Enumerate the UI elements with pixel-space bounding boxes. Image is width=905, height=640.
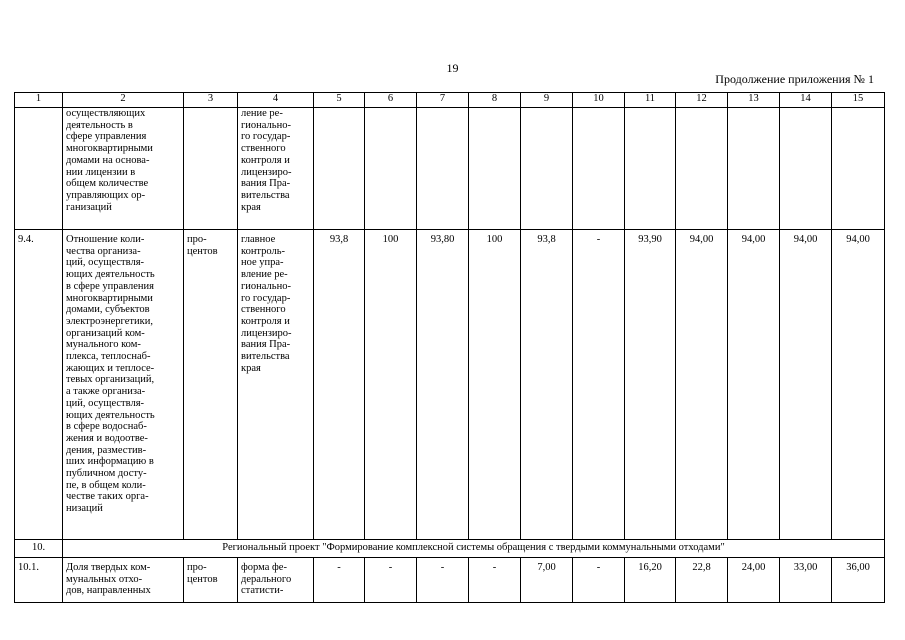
value-cell: 94,00 xyxy=(676,230,728,540)
header-cell: 3 xyxy=(184,93,238,108)
value-cell: - xyxy=(573,230,625,540)
indicators-table xyxy=(14,92,885,603)
value-cell xyxy=(676,108,728,230)
value-cell: 100 xyxy=(469,230,521,540)
header-cell: 4 xyxy=(238,93,314,108)
value-cell: - xyxy=(469,558,521,603)
responsible: форма фе- дерального статисти- xyxy=(238,558,314,603)
header-cell: 15 xyxy=(832,93,885,108)
continuation-label: Продолжение приложения № 1 xyxy=(715,72,874,86)
row-number: 9.4. xyxy=(15,230,63,540)
value-cell: 24,00 xyxy=(728,558,780,603)
value-cell xyxy=(728,108,780,230)
value-cell xyxy=(521,108,573,230)
unit xyxy=(184,108,238,230)
value-cell: 93,8 xyxy=(314,230,365,540)
header-cell: 8 xyxy=(469,93,521,108)
table-row xyxy=(15,108,885,230)
header-cell: 10 xyxy=(573,93,625,108)
responsible: главное контроль- ное упра- вление ре- гионально- го государ- ственного контроля и лицензиро- вания Пра- вительства края xyxy=(238,230,314,540)
table-row xyxy=(15,558,885,603)
header-cell: 6 xyxy=(365,93,417,108)
section-number: 10. xyxy=(15,540,63,558)
indicator-name: осуществляющих деятельность в сфере управления многоквартирными домами на основа- нии лицензии в общем количестве управляющих ор- ганизаций xyxy=(63,108,184,230)
header-cell: 12 xyxy=(676,93,728,108)
table-row xyxy=(15,230,885,540)
value-cell xyxy=(417,108,469,230)
value-cell: 36,00 xyxy=(832,558,885,603)
value-cell: 22,8 xyxy=(676,558,728,603)
value-cell: 93,90 xyxy=(625,230,676,540)
value-cell xyxy=(625,108,676,230)
row-number: 10.1. xyxy=(15,558,63,603)
row-number xyxy=(15,108,63,230)
header-cell: 2 xyxy=(63,93,184,108)
value-cell: - xyxy=(365,558,417,603)
header-cell: 5 xyxy=(314,93,365,108)
header-cell: 11 xyxy=(625,93,676,108)
value-cell: - xyxy=(314,558,365,603)
value-cell: - xyxy=(417,558,469,603)
value-cell xyxy=(573,108,625,230)
unit: про- центов xyxy=(184,230,238,540)
value-cell: 33,00 xyxy=(780,558,832,603)
responsible: ление ре- гионально- го государ- ственного контроля и лицензиро- вания Пра- вительства края xyxy=(238,108,314,230)
indicator-name: Доля твердых ком- мунальных отхо- дов, направленных xyxy=(63,558,184,603)
header-cell: 13 xyxy=(728,93,780,108)
header-row xyxy=(15,93,885,108)
value-cell: - xyxy=(573,558,625,603)
section-title: Региональный проект "Формирование комплексной системы обращения с твердыми коммунальными отходами" xyxy=(63,540,885,558)
value-cell: 94,00 xyxy=(780,230,832,540)
value-cell xyxy=(832,108,885,230)
page-number: 19 xyxy=(446,61,459,75)
header-cell: 1 xyxy=(15,93,63,108)
value-cell: 94,00 xyxy=(728,230,780,540)
value-cell xyxy=(469,108,521,230)
value-cell xyxy=(365,108,417,230)
value-cell: 94,00 xyxy=(832,230,885,540)
header-cell: 14 xyxy=(780,93,832,108)
indicator-name: Отношение коли- чества организа- ций, осуществля- ющих деятельность в сфере управления многоквартирными домами, субъектов электроэнергетики, организаций ком- мунального ком- плекса, теплоснаб- жающих и теплосе- тевых организаций, а также организа- ций, осуществля- ющих деятельность в сфере водоснаб- жения и водоотве- дения, разместив- ших информацию в публичном досту- пе, в общем коли- честве таких орга- низаций xyxy=(63,230,184,540)
value-cell: 93,8 xyxy=(521,230,573,540)
header-cell: 9 xyxy=(521,93,573,108)
value-cell xyxy=(314,108,365,230)
value-cell xyxy=(780,108,832,230)
header-cell: 7 xyxy=(417,93,469,108)
section-row xyxy=(15,540,885,558)
value-cell: 100 xyxy=(365,230,417,540)
value-cell: 93,80 xyxy=(417,230,469,540)
value-cell: 16,20 xyxy=(625,558,676,603)
value-cell: 7,00 xyxy=(521,558,573,603)
unit: про- центов xyxy=(184,558,238,603)
